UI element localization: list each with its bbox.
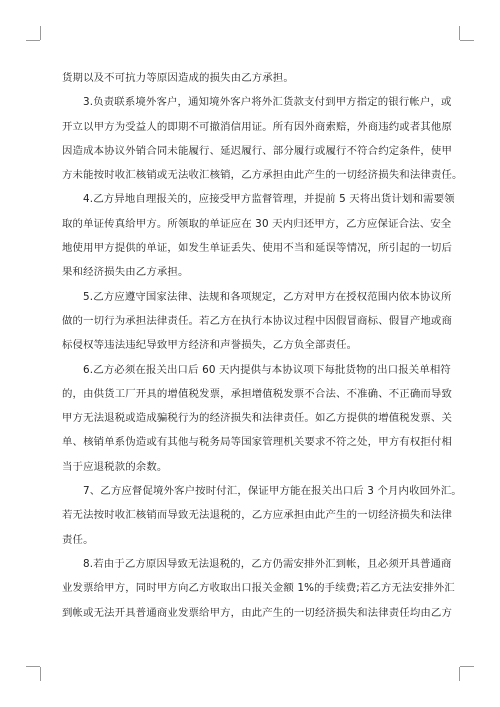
crop-mark bbox=[40, 26, 41, 40]
crop-mark bbox=[26, 40, 40, 41]
text-line: 单、核销单系伪造或有其他与税务局等国家管理机关要求不符之处，甲方有权拒付相 bbox=[62, 436, 452, 449]
text-line: 8.若由于乙方原因导致无法退税的，乙方仍需安排外汇到帐，且必须开具普通商 bbox=[83, 557, 452, 570]
text-line: 的，由供货工厂开具的增值税发票，承担增值税发票不合法、不准确、不正确而导致 bbox=[62, 387, 452, 400]
text-line: 4.乙方异地自理报关的，应接受甲方监督管理，并提前 5 天将出货计划和需要领 bbox=[83, 193, 455, 206]
text-line: 若无法按时收汇核销而导致无法退税的，乙方应承担由此产生的一切经济损失和法律 bbox=[62, 509, 452, 522]
text-line: 果和经济损失由乙方承担。 bbox=[62, 266, 189, 279]
text-line: 方未能按时收汇核销或无法收汇核销，乙方承担由此产生的一切经济损失和法律责任。 bbox=[62, 169, 463, 182]
crop-mark bbox=[459, 26, 460, 40]
text-line: 3.负责联系境外客户，通知境外客户将外汇货款支付到甲方指定的银行帐户，或 bbox=[83, 96, 452, 109]
text-line: 5.乙方应遵守国家法律、法规和各项规定，乙方对甲方在授权范围内依本协议所 bbox=[83, 290, 452, 303]
text-line: 责任。 bbox=[62, 533, 94, 546]
text-line: 6.乙方必须在报关出口后 60 天内提供与本协议项下每批货物的出口报关单相符 bbox=[83, 363, 451, 376]
text-line: 做的一切行为承担法律责任。若乙方在执行本协议过程中因假冒商标、假冒产地或商 bbox=[62, 314, 452, 327]
text-line: 货期以及不可抗力等原因造成的损失由乙方承担。 bbox=[62, 72, 294, 84]
text-line: 当于应退税款的余数。 bbox=[62, 460, 168, 473]
text-line: 7、乙方应督促境外客户按时付汇，保证甲方能在报关出口后 3 个月内收回外汇。 bbox=[83, 485, 462, 498]
text-line: 地使用甲方提供的单证，如发生单证丢失、使用不当和延误等情况，所引起的一切后 bbox=[62, 242, 452, 255]
text-line: 标侵权等违法违纪导致甲方经济和声誉损失，乙方负全部责任。 bbox=[62, 339, 358, 352]
text-line: 业发票给甲方，同时甲方向乙方收取出口报关金额 1%的手续费;若乙方无法安排外汇 bbox=[62, 582, 455, 595]
text-line: 甲方无法退税或造成骗税行为的经济损失和法律责任。如乙方提供的增值税发票、关 bbox=[62, 412, 452, 425]
crop-mark bbox=[460, 40, 474, 41]
crop-mark bbox=[40, 667, 41, 681]
crop-mark bbox=[26, 666, 40, 667]
text-line: 因造成本协议外销合同未能履行、延迟履行、部分履行或履行不符合约定条件，使甲 bbox=[62, 144, 452, 157]
document-body bbox=[62, 66, 463, 625]
text-line: 取的单证传真给甲方。所领取的单证应在 30 天内归还甲方，乙方应保证合法、安全 bbox=[62, 217, 452, 230]
crop-mark bbox=[459, 667, 460, 681]
text-line: 开立以甲方为受益人的即期不可撤消信用证。所有因外商索赔，外商违约或者其他原 bbox=[62, 120, 452, 133]
text-line: 到帐或无法开具普通商业发票给甲方，由此产生的一切经济损失和法律责任均由乙方 bbox=[62, 606, 452, 619]
crop-mark bbox=[460, 666, 474, 667]
